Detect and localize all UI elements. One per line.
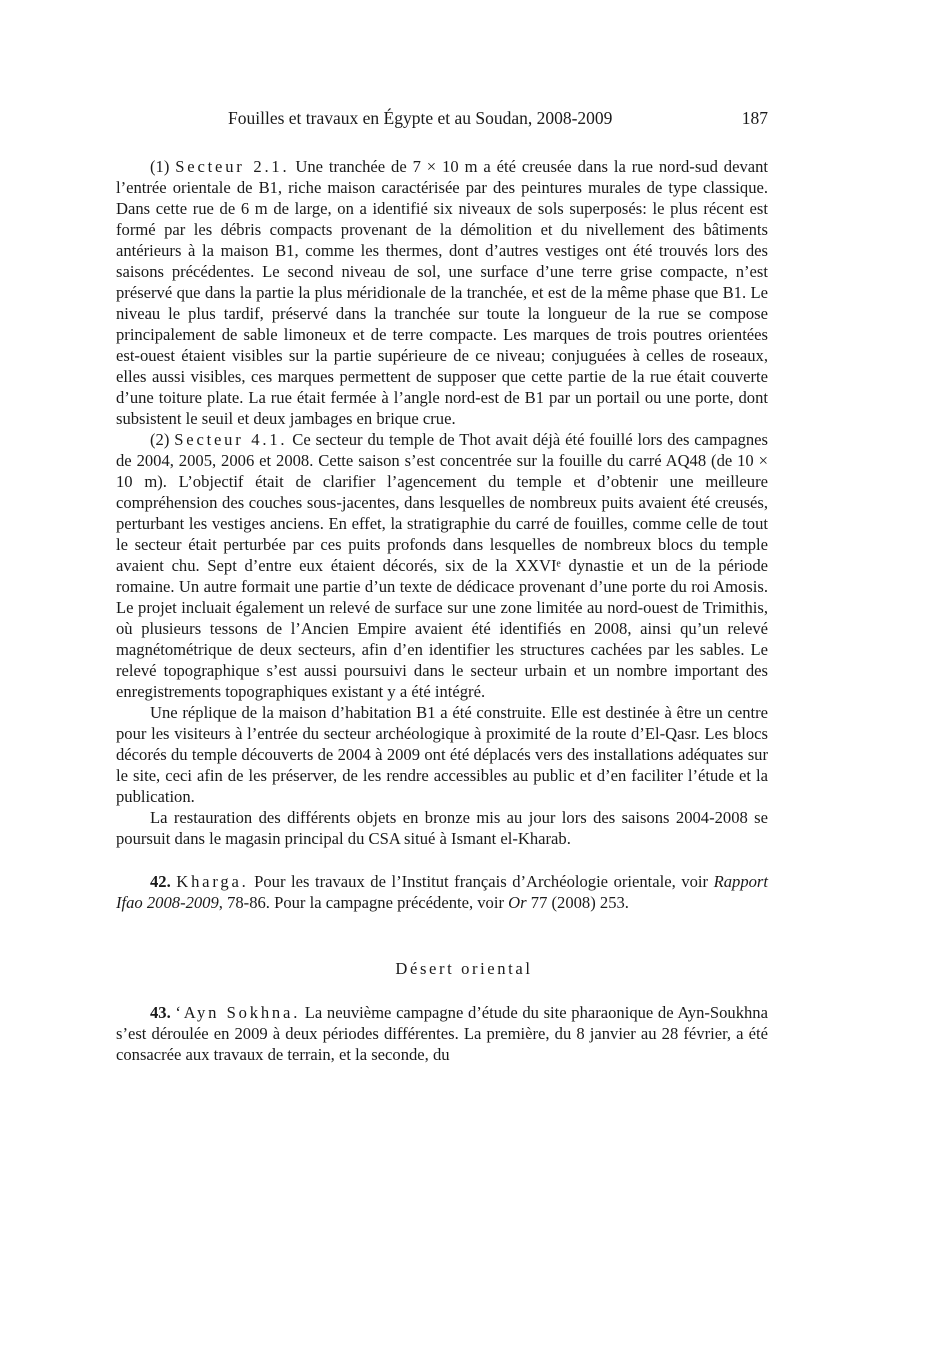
site-name: ‘Ayn Sokhna. xyxy=(175,1003,301,1022)
spacer xyxy=(116,849,768,871)
entry-number: 42. xyxy=(150,872,171,891)
page-header xyxy=(116,108,768,134)
paragraph-text: Pour les travaux de l’Institut français d’Archéologie orientale, voir xyxy=(254,872,709,891)
item-number: (2) xyxy=(150,430,170,449)
running-title: Fouilles et travaux en Égypte et au Soudan, 2008-2009 xyxy=(228,108,613,128)
paragraph-kharga xyxy=(116,871,768,913)
paragraph-secteur-4-1 xyxy=(116,429,768,702)
sector-label: Secteur 2.1. xyxy=(175,157,290,176)
paragraph-ayn-sokhna xyxy=(116,1002,768,1065)
paragraph-text: , 78-86. Pour la campagne précédente, voir xyxy=(218,893,504,912)
paragraph-replique: Une réplique de la maison d’habitation B1 a été construite. Elle est destinée à être un centre pour les visiteurs à l’entrée du secteur archéologique à proximité de la route d’El-Qasr. Les blocs décorés du temple découverts de 2004 à 2009 ont été déplacés vers des installations adéquates sur le site, ceci afin de les préserver, de les rendre accessibles au public et d’en faciliter l’étude et la publication. xyxy=(116,703,768,806)
spacer xyxy=(116,913,768,936)
sector-label: Secteur 4.1. xyxy=(174,430,288,449)
section-heading: Désert oriental xyxy=(395,959,533,978)
reference-title: Rapport Ifao 2008-2009 xyxy=(116,872,768,912)
reference-title: Or xyxy=(508,893,527,912)
entry-number: 43. xyxy=(150,1003,171,1022)
paragraph-text: La neuvième campagne d’étude du site pharaonique de Ayn-Soukhna s’est déroulée en 2009 à deux périodes différentes. La première, du 8 janvier au 28 février, a été consacrée aux travaux de terrain, et la seconde, du xyxy=(116,1003,768,1064)
paragraph-restauration: La restauration des différents objets en bronze mis au jour lors des saisons 2004-2008 se poursuit dans le magasin principal du CSA situé à Ismant el-Kharab. xyxy=(116,808,768,848)
item-number: (1) xyxy=(150,157,170,176)
page-number: 187 xyxy=(741,108,768,128)
spacer xyxy=(116,979,768,1002)
paragraph-text: Ce secteur du temple de Thot avait déjà été fouillé lors des campagnes de 2004, 2005, 2006 et 2008. Cette saison s’est concentrée sur la fouille du carré AQ48 (de 10 × 10 m). L’objectif était de clarifier l’agencement du temple et d’obtenir une meilleure compréhension des couches sous-jacentes, dans lesquelles de nombreux puits avaient été creusés, perturbant les vestiges anciens. En effet, la stratigraphie du carré de fouilles, comme celle de tout le secteur était perturbée par ces puits profonds dans lesquelles de nombreux blocs du temple avaient chu. Sept d’entre eux étaient décorés, six de la XXVIᵉ dynastie et un de la période romaine. Un autre formait une partie d’un texte de dédicace provenant d’une porte du roi Amosis. Le projet incluait également un relevé de surface sur une zone limitée au nord-ouest de Trimithis, où plusieurs tessons de l’Ancien Empire avaient été identifiés en 2008, ainsi qu’un relevé magnétométrique de deux secteurs, afin d’en identifier les structures cachées par les sables. Le relevé topographique s’est aussi poursuivi dans le secteur urbain et un nombre important des enregistrements topographiques existant y a été intégré. xyxy=(116,430,768,701)
paragraph-secteur-2-1 xyxy=(116,156,768,429)
paragraph-text: 77 (2008) 253. xyxy=(530,893,629,912)
paragraph-text: Une tranchée de 7 × 10 m a été creusée dans la rue nord-sud devant l’entrée orientale de B1, riche maison caractérisée par des peintures murales de type classique. Dans cette rue de 6 m de large, on a identifié six niveaux de sols superposés: le plus récent est formé par les débris compacts provenant de la démolition et du nivellement des bâtiments antérieurs à la maison B1, comme les thermes, dont d’autres vestiges ont été trouvés lors des saisons précédentes. Le second niveau de sol, une surface d’une terre grise compacte, n’est préservé que dans la partie la plus méridionale de la tranchée, et est de la même phase que B1. Le niveau le plus tardif, préservé dans la tranchée sur toute la longueur de la rue se compose principalement de sable limoneux et de terre compacte. Les marques de trois poutres orientées est-ouest étaient visibles sur la partie supérieure de ce niveau; conjuguées à celles de roseaux, elles aussi visibles, ces marques permettent de supposer que cette partie de la rue était couverte d’une toiture plate. La rue était fermée à l’angle nord-est de B1 par un portail ou une porte, dont subsistent le seuil et deux jambages en brique crue. xyxy=(116,157,769,428)
site-name: Kharga. xyxy=(176,872,249,891)
spacer xyxy=(116,936,768,958)
body-text xyxy=(116,156,768,1065)
